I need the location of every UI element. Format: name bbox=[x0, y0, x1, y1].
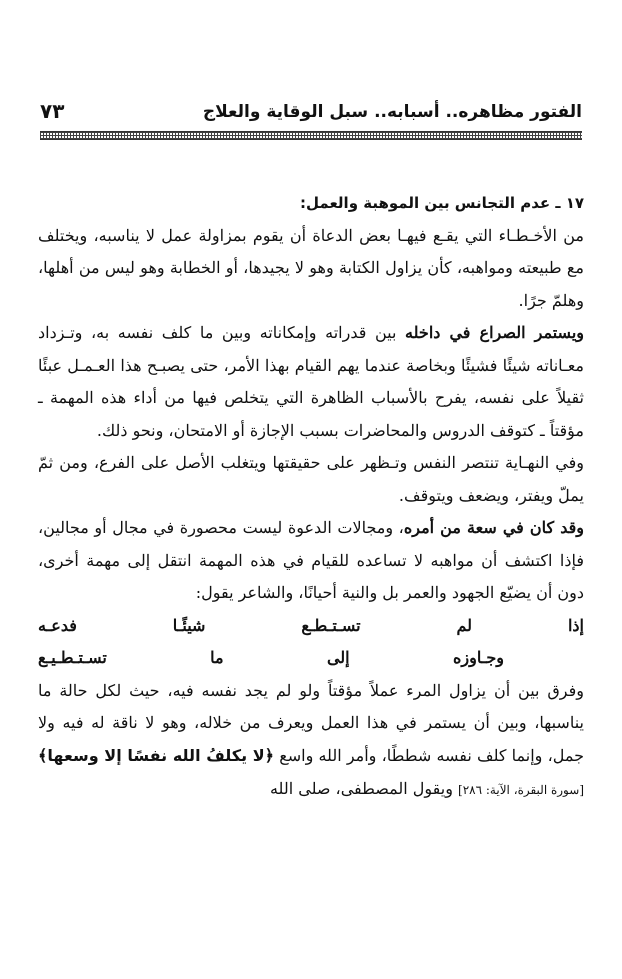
poem-word: شيئًـا bbox=[172, 615, 206, 635]
paragraph-5 bbox=[38, 675, 584, 807]
page-number: ٧٣ bbox=[40, 99, 65, 123]
paragraph-3: وفي النهـاية تنتصر النفس وتـظهر على حقيقتها ويتغلب الأصل على الفرع، ومن ثمّ يملّ ويفتر، ويضعف ويتوقف. bbox=[38, 453, 584, 505]
paragraph-4-text: ، ومجالات الدعوة ليست محصورة في مجال أو مجالين، فإذا اكتشف أن مواهبه لا تساعده للقيام في هذه المهمة انتقل إلى مهمة أخرى، دون أن يضيّع الجهود والعمر بل والنية أحيانًا، والشاعر يقول: bbox=[38, 518, 584, 602]
header-title: الفتور مظاهره.. أسبابه.. سبل الوقاية والعلاج bbox=[202, 102, 582, 122]
poem-word: لم bbox=[456, 615, 473, 635]
page-body bbox=[38, 187, 584, 807]
paragraph-2-lead: ويستمر الصراع في داخله bbox=[405, 323, 585, 342]
verse-reference: [سورة البقرة، الآية: ٢٨٦] bbox=[458, 783, 584, 797]
paragraph-4 bbox=[38, 512, 584, 610]
paragraph-4-lead: وقد كان في سعة من أمره bbox=[403, 518, 585, 537]
paragraph-5-end: ويقول المصطفى، صلى الله bbox=[269, 779, 459, 798]
poem-word: فدعـه bbox=[38, 615, 77, 635]
poem bbox=[38, 610, 584, 675]
poem-word: وجـاوزه bbox=[452, 648, 504, 667]
paragraph-2 bbox=[38, 317, 584, 447]
header-rule bbox=[40, 131, 582, 140]
poem-word: إلى bbox=[326, 648, 350, 667]
paragraph-1: من الأخـطـاء التي يقـع فيهـا بعض الدعاة أن يقوم بمزاولة عمل لا يناسبه، ويختلف مع طبيعته ومواهبه، كأن يزاول الكتابة وهو لا يجيدها، أو الخطابة وهو ليس من أهلها، وهلمّ جرًا. bbox=[38, 225, 585, 310]
section-heading: ١٧ ـ عدم التجانس بين الموهبة والعمل: bbox=[300, 194, 584, 212]
quran-verse: ﴿لا يكلفُ الله نفسًا إلا وسعها﴾ bbox=[38, 745, 275, 765]
poem-word: تسـتـطـع bbox=[301, 615, 361, 635]
paragraph-5-text: وفرق بين أن يزاول المرء عملاً مؤقتاً ولو لم يجد نفسه فيه، حيث لكل حالة ما يناسبها، وبين أن يستمر في هذا العمل ويعرف من خلاله، وهو لا ناقة له فيه ولا جمل، وإنما كلف نفسه شططًا، وأمر الله واسع bbox=[38, 680, 584, 765]
poem-word: إذا bbox=[567, 615, 584, 635]
poem-word: تسـتـطـيـع bbox=[38, 648, 107, 667]
poem-line-1 bbox=[38, 610, 584, 643]
running-header bbox=[40, 96, 582, 130]
poem-line-2 bbox=[38, 642, 584, 675]
paragraph-2-text: بين قدراته وإمكاناته وبين ما كلف نفسه به، وتـزداد معـاناته شيئًا فشيئًا وبخاصة عندما يهم القيام بهذا الأمر، حتى يصبـح هذا العـمـل عبئًا ثقيلاً على نفسه، يفرح بالأسباب الظاهرة التي يتخلص فيها من أداء هذه المهمة ـ مؤقتاً ـ كتوقف الدروس والمحاضرات بسبب الإجازة أو الامتحان، ونحو ذلك. bbox=[38, 323, 584, 440]
poem-word: ما bbox=[210, 648, 224, 667]
